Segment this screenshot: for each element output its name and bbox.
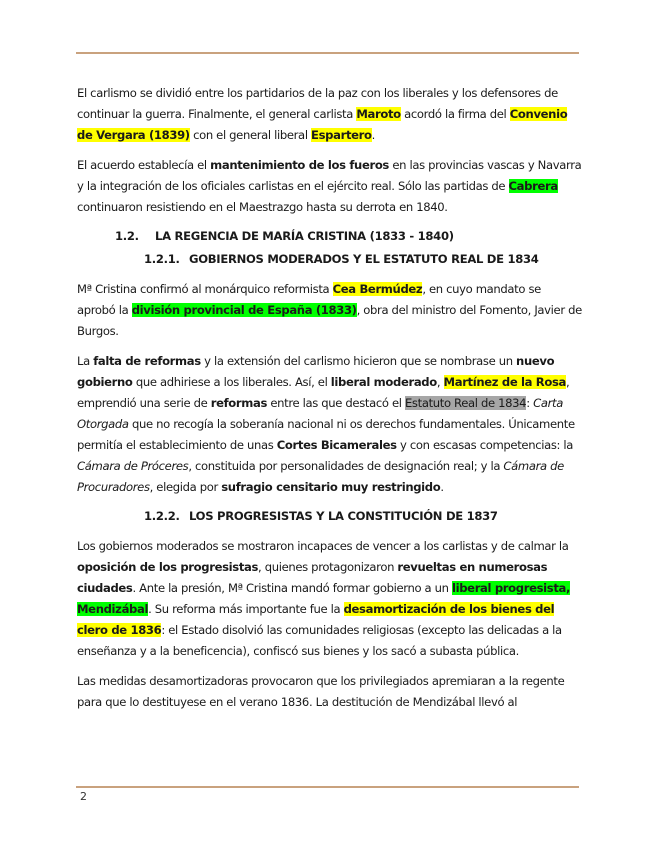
highlight-cea: Cea Bermúdez [332,282,423,296]
text: , [436,374,444,389]
heading-title: LA REGENCIA DE MARÍA CRISTINA (1833 - 1840) [155,229,454,243]
paragraph-carlismo [77,83,582,146]
italic-proceres: Cámara de Próceres [77,458,189,473]
heading-title: LOS PROGRESISTAS Y LA CONSTITUCIÓN DE 1837 [189,509,498,523]
text: en las provincias vascas y Navarra y la integración de los oficiales carlistas en el ejército real. Sólo las partidas de [77,157,582,193]
page-number: 2 [80,790,87,803]
text: , constituida por personalidades de designación real; y la [188,458,504,473]
paragraph-medidas [77,671,582,713]
highlight-division: división provincial de España (1833) [131,303,357,317]
text: continuaron resistiendo en el Maestrazgo hasta su derrota en 1840. [77,199,448,214]
text: El carlismo se dividió entre los partidarios de la paz con los liberales y los defensores de continuar la guerra. Finalmente, el general carlista [77,86,558,121]
text: . [440,479,444,494]
footer-rule [76,786,579,788]
paragraph-cea-bermudez [77,279,582,342]
italic-procuradores: Cámara de Procuradores [77,458,564,494]
text: . Ante la presión, Mª Cristina mandó formar gobierno a un [132,581,452,595]
text: acordó la firma del [400,107,510,121]
text: con el general liberal [189,128,312,142]
highlight-desamortizacion: desamortización de los bienes del clero de 1836 [77,602,555,637]
bold-oposicion: oposición de los progresistas [77,560,259,574]
highlight-estatuto: Estatuto Real de 1834 [404,395,527,410]
heading-1-2-1 [144,249,582,270]
bold-falta: falta de reformas [93,353,201,368]
text: , obra del ministro del Fomento, Javier de Burgos. [77,303,582,338]
text: : [526,395,534,410]
text: que no recogía la soberanía nacional ni os derechos fundamentales. Únicamente permitía el establecimiento de unas [77,416,575,452]
text: Los gobiernos moderados se mostraron incapaces de vencer a los carlistas y de calmar la [77,539,569,553]
text: La [77,353,94,368]
bold-fueros: mantenimiento de los fueros [210,157,389,172]
paragraph-progresistas [77,536,582,662]
text: , emprendió una serie de [77,374,570,410]
bold-sufragio: sufragio censitario muy restringido [221,479,441,494]
highlight-cabrera: Cabrera [508,178,558,193]
document-body [77,83,582,721]
text: : el Estado disolvió las comunidades religiosas (excepto las delicadas a la enseñanza y a la beneficencia), confiscó sus bienes y los sacó a subasta pública. [77,623,562,658]
text: entre las que destacó el [267,395,405,410]
text: y la extensión del carlismo hicieron que se nombrase un [200,353,517,368]
text: que adhiriese a los liberales. Así, el [132,374,331,389]
heading-number: 1.2.2. [144,509,180,523]
bold-nuevo: nuevo gobierno [77,353,555,389]
text: , elegida por [149,479,222,494]
heading-1-2-2 [144,506,582,527]
bold-revueltas: revueltas en numerosas ciudades [77,560,548,595]
text: Las medidas desamortizadoras provocaron que los privilegiados apremiaran a la regente para que lo destituyese en el verano 1836. La destitución de Mendizábal llevó al [77,673,565,709]
bold-cortes: Cortes Bicamerales [276,437,397,452]
highlight-maroto: Maroto [356,107,401,121]
text: . [371,128,375,142]
text: y con escasas competencias: la [396,437,574,452]
heading-number: 1.2.1. [144,252,180,266]
highlight-espartero: Espartero [311,128,372,142]
text: . Su reforma más importante fue la [148,602,344,616]
paragraph-acuerdo [77,155,582,218]
highlight-convenio: Convenio de Vergara (1839) [77,107,568,142]
highlight-martinez: Martínez de la Rosa [443,374,567,389]
text: Mª Cristina confirmó al monárquico reformista [77,282,333,296]
heading-title: GOBIERNOS MODERADOS Y EL ESTATUTO REAL DE 1834 [189,252,539,266]
paragraph-estatuto [77,351,582,498]
heading-1-2 [115,226,582,247]
bold-liberal-moderado: liberal moderado [330,374,437,389]
bold-reformas: reformas [210,395,268,410]
text: , quienes protagonizaron [258,560,398,574]
text: , en cuyo mandato se aprobó la [77,282,541,317]
italic-carta: Carta Otorgada [77,395,563,431]
heading-number: 1.2. [115,229,139,243]
header-rule [76,52,579,54]
text: El acuerdo establecía el [77,157,211,172]
highlight-liberal-progresista: liberal progresista, Mendizábal [77,581,571,616]
